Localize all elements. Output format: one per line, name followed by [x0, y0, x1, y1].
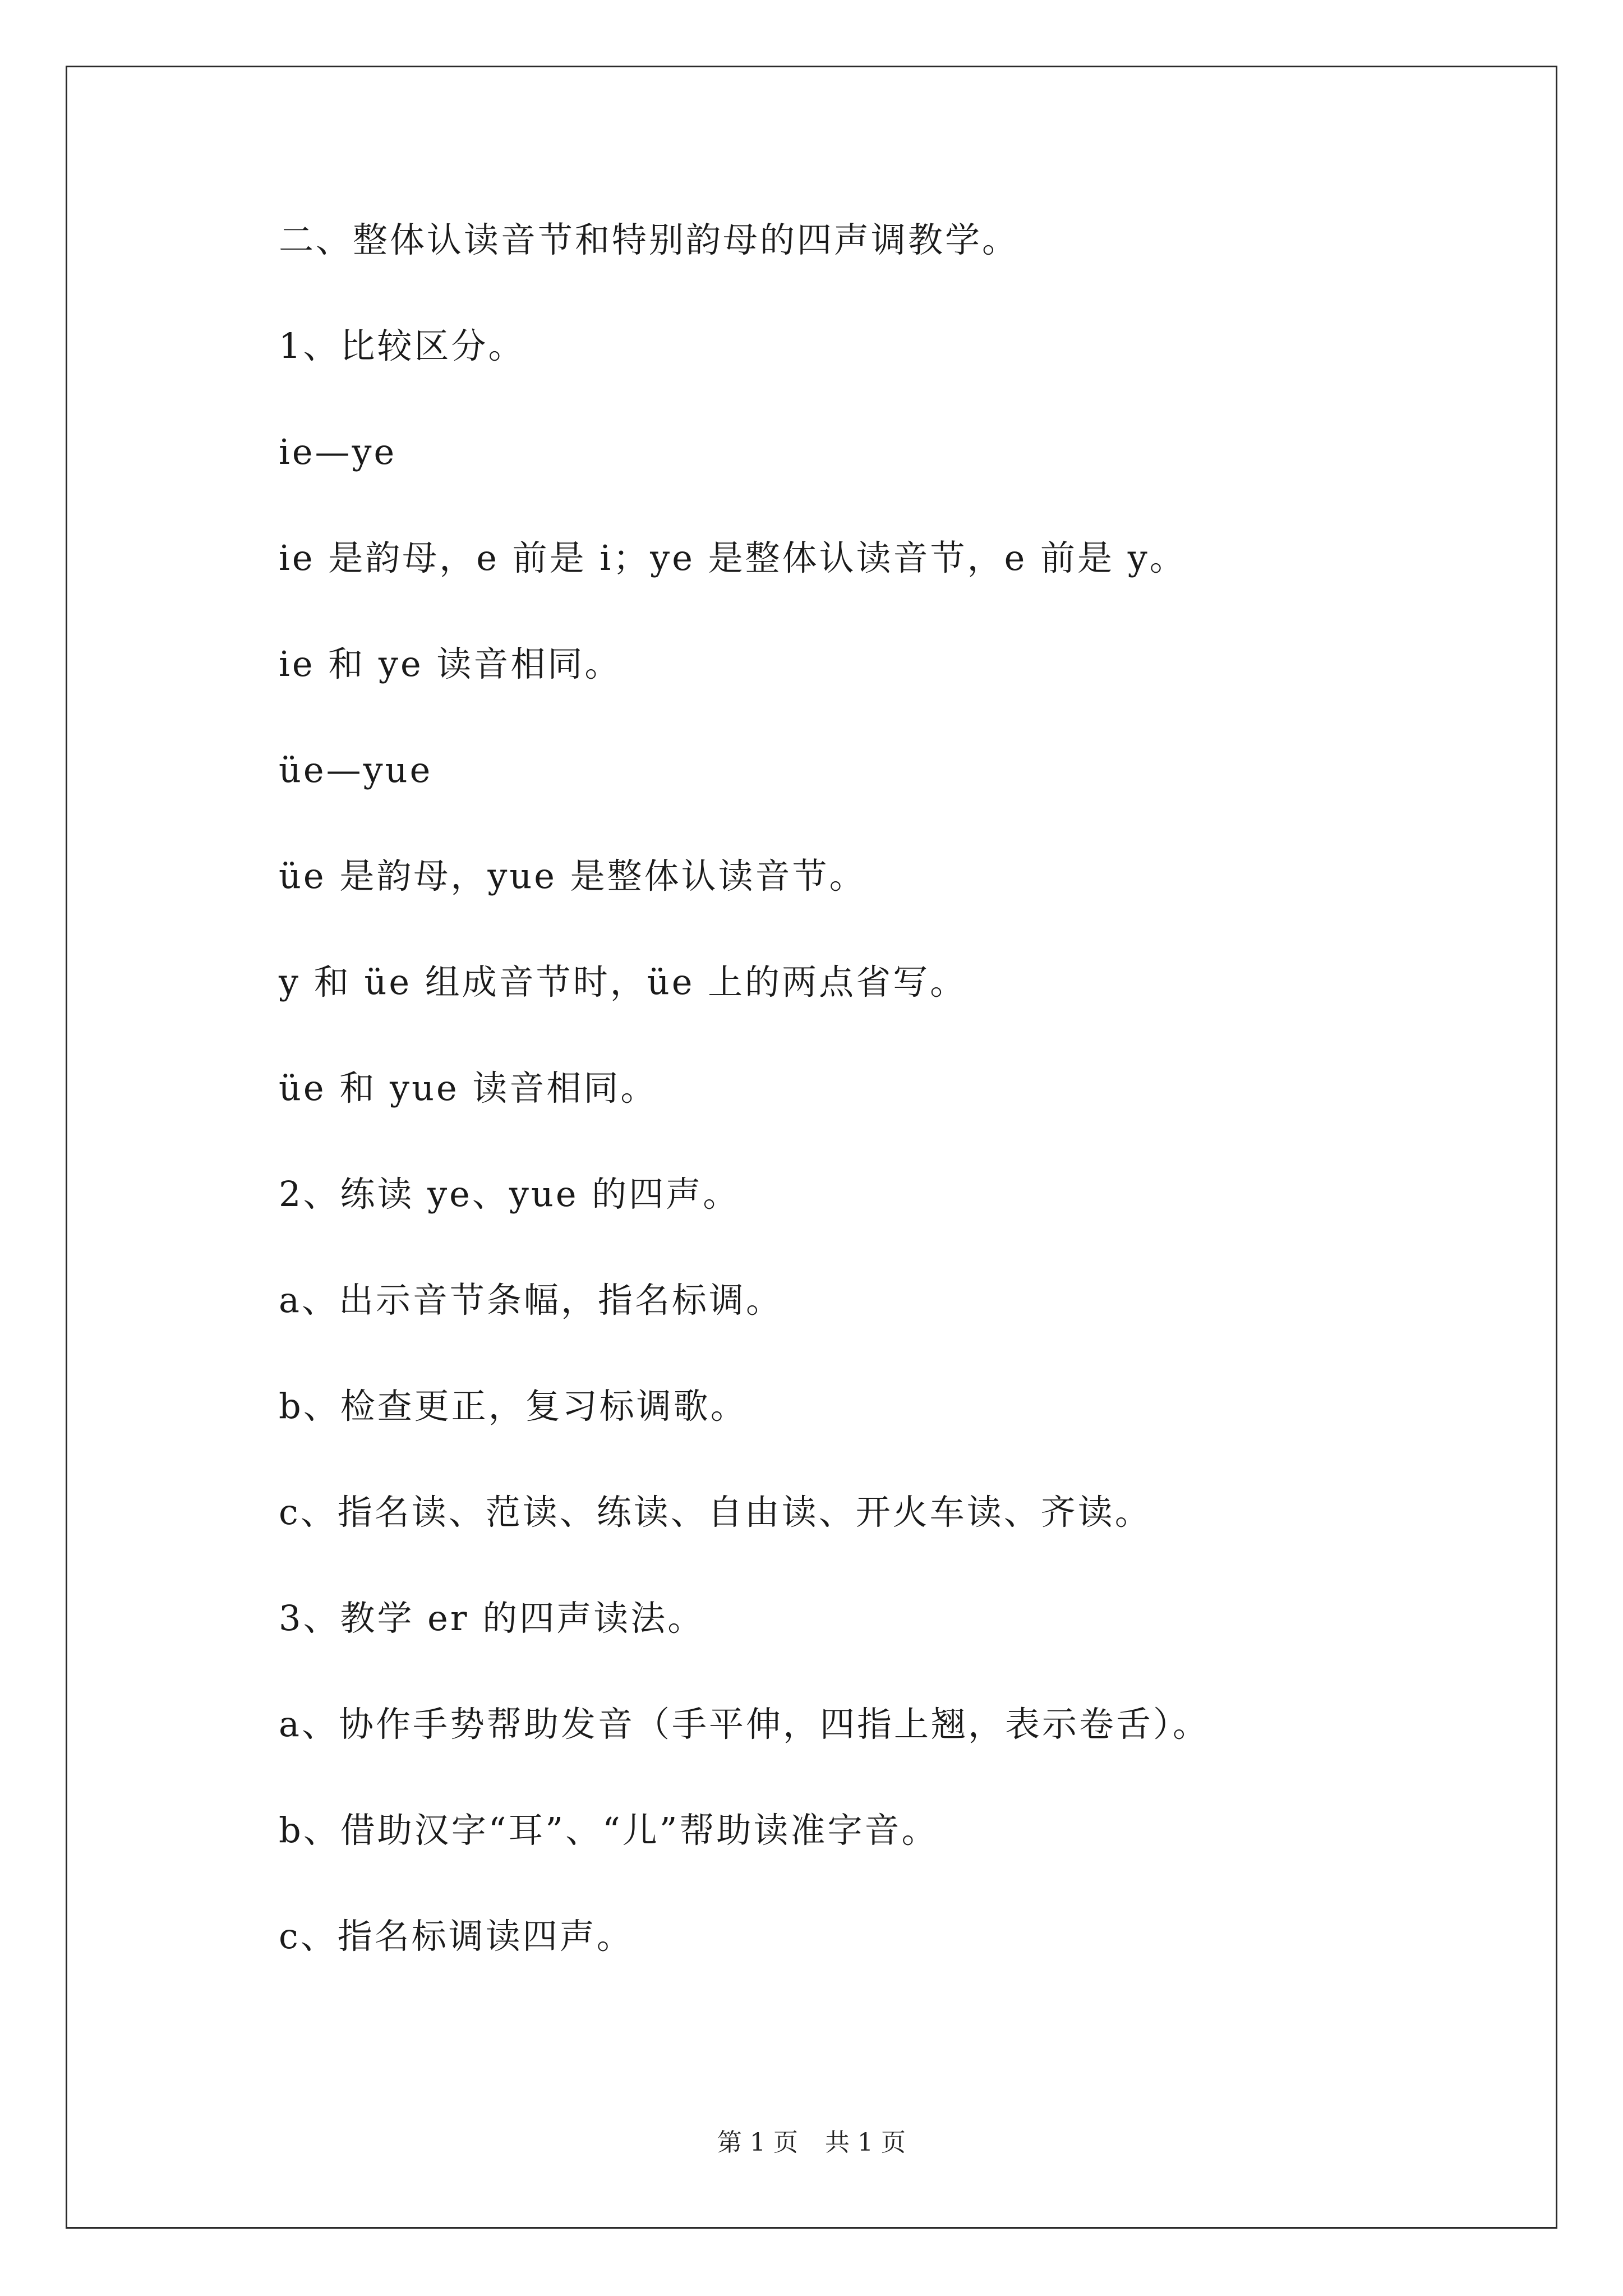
text-line: b、检查更正，复习标调歌。 — [279, 1386, 748, 1427]
text-line: üe 和 yue 读音相同。 — [279, 1068, 658, 1108]
subheading-practice: 2、练读 ye、yue 的四声。 — [279, 1174, 740, 1214]
text-line: b、借助汉字“耳”、“儿”帮助读准字音。 — [279, 1810, 939, 1851]
document-body — [279, 219, 1513, 2021]
text-line: üe—yue — [279, 749, 433, 790]
section-heading: 二、整体认读音节和特别韵母的四声调教学。 — [279, 219, 1020, 260]
page-total: 共 1 页 — [825, 2128, 906, 2157]
text-line: üe 是韵母，yue 是整体认读音节。 — [279, 855, 866, 896]
subheading-compare: 1、比较区分。 — [279, 325, 525, 366]
text-line: a、出示音节条幅，指名标调。 — [279, 1280, 783, 1320]
page-number: 第 1 页 — [717, 2128, 798, 2157]
text-line: c、指名标调读四声。 — [279, 1916, 634, 1957]
page-footer — [0, 2127, 1623, 2159]
text-line: ie—ye — [279, 431, 397, 472]
text-line: ie 和 ye 读音相同。 — [279, 643, 622, 684]
text-line: y 和 üe 组成音节时，üe 上的两点省写。 — [279, 961, 967, 1002]
subheading-er: 3、教学 er 的四声读法。 — [279, 1598, 705, 1639]
text-line: a、协作手势帮助发音（手平伸，四指上翘，表示卷舌）。 — [279, 1704, 1210, 1745]
text-line: ie 是韵母，e 前是 i；ye 是整体认读音节，e 前是 y。 — [279, 537, 1187, 578]
text-line: c、指名读、范读、练读、自由读、开火车读、齐读。 — [279, 1492, 1152, 1533]
